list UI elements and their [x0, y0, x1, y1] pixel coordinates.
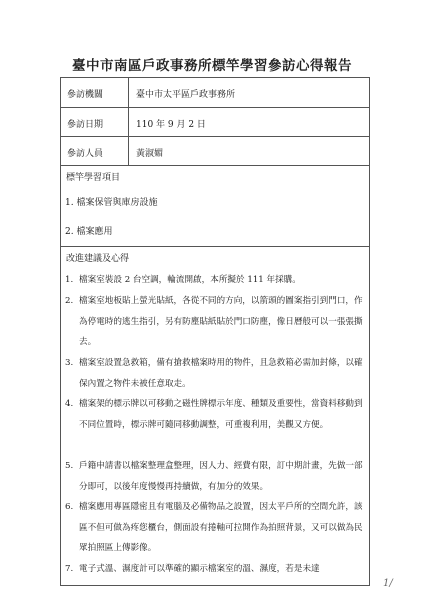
suggestion-number: 4. — [65, 399, 74, 409]
meta-value-date: 110 年 9 月 2 日 — [136, 120, 206, 130]
suggestion-number: 3. — [65, 358, 74, 368]
suggestion-number: 2. — [65, 296, 74, 306]
meta-row-staff — [61, 137, 369, 166]
meta-label-date: 參訪日期 — [61, 108, 129, 136]
suggestion-number: 6. — [65, 502, 74, 512]
suggestion-item — [65, 497, 363, 559]
section-divider — [61, 246, 369, 247]
suggestion-item — [65, 353, 363, 394]
page-number-mark: 1/ — [383, 578, 393, 589]
suggestion-text: 檔案架的標示牌以可移動之磁性牌標示年度、種類及重要性，當資料移動到不同位置時，標示牌可隨同移動調整，可重複利用，美觀又方便。 — [79, 399, 363, 430]
suggestion-text: 戶籍申請書以檔案整理盒整理，因人力、經費有限，訂中期計畫，先做一部分即可，以後年度慢慢再持續做，有加分的效果。 — [79, 461, 363, 492]
suggestion-item — [65, 559, 363, 580]
suggestion-text: 檔案室設置急救箱，備有搶救檔案時用的物件，且急救箱必需加封條，以確保內置之物件未被任意取走。 — [79, 358, 363, 389]
section-suggestions-heading: 改進建議及心得 — [66, 254, 130, 264]
suggestion-item — [65, 270, 363, 291]
suggestion-item — [65, 291, 363, 353]
suggestion-number: 5. — [65, 461, 74, 471]
meta-value-agency: 臺中市太平區戶政事務所 — [136, 90, 236, 100]
meta-label-staff: 參訪人員 — [61, 137, 129, 165]
suggestion-number: 7. — [65, 564, 74, 574]
meta-row-agency — [61, 78, 369, 108]
page-title: 臺中市南區戶政事務所標竿學習參訪心得報告 — [72, 58, 352, 74]
suggestion-number: 1. — [65, 275, 74, 285]
suggestion-item — [65, 456, 363, 497]
meta-value-staff: 黃淑媚 — [136, 149, 164, 159]
learning-item: 2. 檔案應用 — [65, 227, 113, 237]
meta-row-date — [61, 108, 369, 137]
meta-label-agency: 參訪機關 — [61, 78, 129, 107]
suggestion-text: 檔案室地板貼上螢光貼紙，各從不同的方向，以箭頭的圖案指引到門口，作為停電時的逃生指引，另有防塵貼紙貼於門口防塵，像日曆般可以一張張撕去。 — [79, 296, 363, 347]
suggestion-text: 檔案應用專區隱密且有電腦及必備物品之設置，因太平戶所的空間允許，該區不但可做為疼您櫃台，側面設有捲軸可拉開作為拍照背景，又可以做為民眾拍照區上傳影像。 — [79, 502, 363, 553]
report-form — [60, 77, 370, 586]
learning-item: 1. 檔案保管與庫房設施 — [65, 198, 158, 208]
suggestion-text: 電子式溫、濕度計可以準確的顯示檔案室的溫、濕度，若是未達 — [79, 564, 320, 574]
suggestion-text: 檔案室裝設 2 台空調，輪流開啟，本所擬於 111 年採購。 — [79, 275, 301, 285]
section-learning-items-heading: 標竿學習項目 — [66, 173, 121, 183]
suggestion-item — [65, 394, 363, 435]
